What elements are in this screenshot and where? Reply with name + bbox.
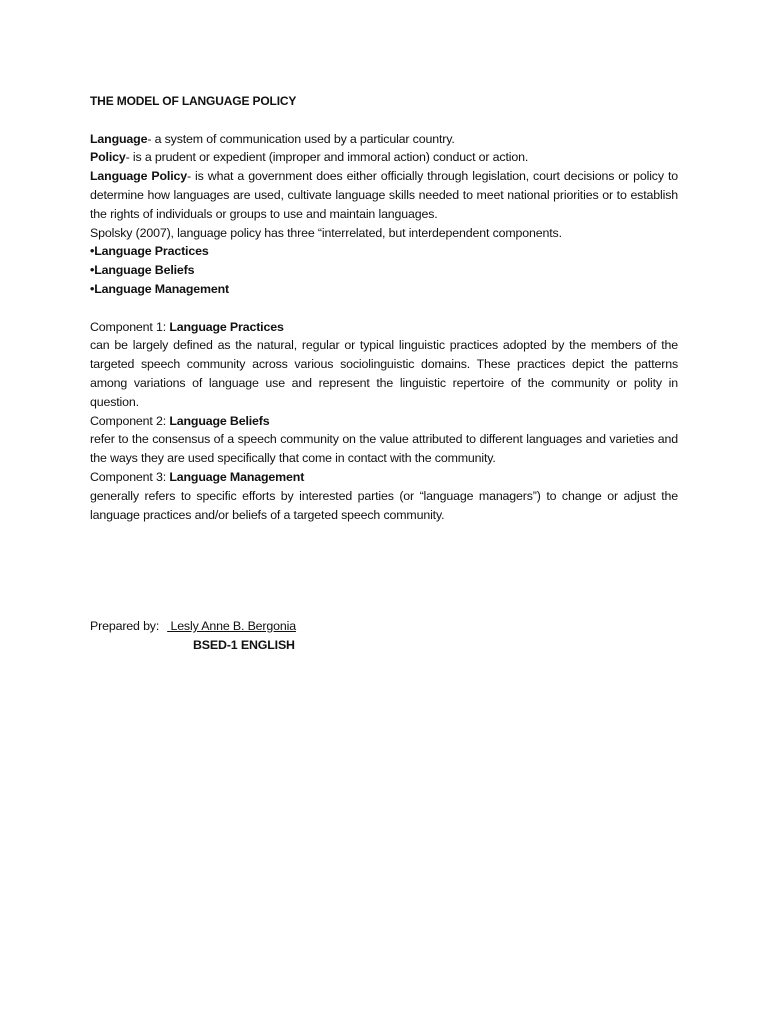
component-2-heading	[90, 412, 678, 431]
spolsky-statement: Spolsky (2007), language policy has three “interrelated, but interdependent components.	[90, 225, 562, 240]
component-name: Language Beliefs	[169, 413, 270, 428]
bullet-language-beliefs: •Language Beliefs	[90, 263, 195, 278]
component-name: Language Management	[169, 469, 305, 484]
spacer	[90, 111, 678, 130]
definition-term: Language Policy	[90, 169, 187, 184]
definition-term: Language	[90, 131, 148, 146]
component-prefix: Component 1:	[90, 319, 170, 334]
component-prefix: Component 3:	[90, 469, 170, 484]
definition-text: - is what a government does either officially through legislation, court decisions or policy to determine how languages are used, cultivate language skills needed to meet national priorities or to establish the rights of individuals or groups to use and maintain languages.	[90, 169, 678, 221]
spacer	[90, 299, 678, 318]
course-label: BSED-1 ENGLISH	[193, 638, 295, 652]
bullet-language-practices: •Language Practices	[90, 244, 209, 259]
component-3-heading	[90, 468, 678, 487]
definition-term: Policy	[90, 150, 126, 165]
component-1-text: can be largely defined as the natural, regular or typical linguistic practices adopted by the members of the targeted speech community across various sociolinguistic domains. These practices depict the patterns among variations of language use and represent the linguistic repertoire of the community or polity in question.	[90, 338, 678, 409]
component-name: Language Practices	[169, 319, 284, 334]
definition-language-policy	[90, 167, 678, 223]
definition-text: - a system of communication used by a particular country.	[147, 131, 455, 146]
author-name: Lesly Anne B. Bergonia	[167, 619, 296, 633]
component-3-text: generally refers to specific efforts by interested parties (or “language managers”) to change or adjust the language practices and/or beliefs of a targeted speech community.	[90, 488, 678, 522]
component-prefix: Component 2:	[90, 413, 170, 428]
prepared-by-line	[90, 617, 296, 636]
definition-text: - is a prudent or expedient (improper and immoral action) conduct or action.	[125, 150, 529, 165]
component-2-text: refer to the consensus of a speech community on the value attributed to different languages and varieties and the ways they are used specifically that come in contact with the community.	[90, 432, 678, 466]
definition-language	[90, 130, 678, 149]
definition-policy	[90, 148, 678, 167]
bullet-language-management: •Language Management	[90, 281, 230, 296]
prepared-by-label: Prepared by:	[90, 619, 160, 633]
component-1-heading	[90, 318, 678, 337]
document-body	[90, 92, 678, 524]
document-title: THE MODEL OF LANGUAGE POLICY	[90, 94, 297, 108]
